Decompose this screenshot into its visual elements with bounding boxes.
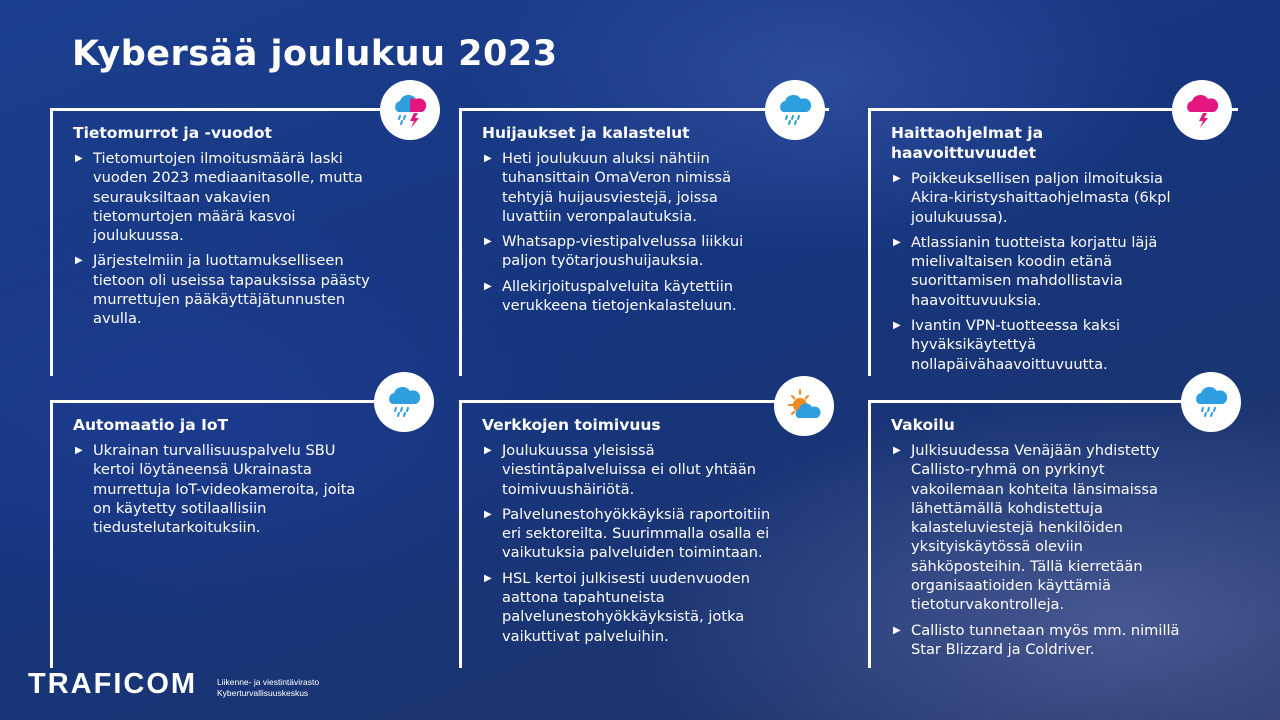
rain-icon [374, 372, 434, 432]
bullet-item: ▶ Ukrainan turvallisuuspalvelu SBU kertoi löytäneensä Ukrainasta murrettuja IoT-videokameroita, joita on käytetty sotilaallisiin tiedustelutarkoituksiin. [73, 441, 373, 537]
bullet-item: ▶ Callisto tunnetaan myös mm. nimillä Star Blizzard ja Coldriver. [891, 621, 1201, 660]
bullet-item: ▶ Heti joulukuun aluksi nähtiin tuhansittain OmaVeron nimissä tehtyjä huijausviestejä, joissa luvattiin veronpalautuksia. [482, 149, 782, 226]
card-huijaukset [459, 108, 829, 376]
rain-lightning-icon [380, 80, 440, 140]
card-tietomurrot [50, 108, 420, 376]
logo-subtitle [217, 677, 319, 699]
card-heading: Haittaohjelmat ja haavoittuvuudet [891, 124, 1044, 162]
bullet-item: ▶ Poikkeuksellisen paljon ilmoituksia Akira-kiristyshaittaohjelmasta (6kpl joulukuussa). [891, 169, 1201, 227]
rain-icon [765, 80, 825, 140]
card-automaatio [50, 400, 420, 668]
card-verkkojen-toimivuus [459, 400, 829, 668]
bullet-item: ▶ Julkisuudessa Venäjään yhdistetty Callisto-ryhmä on pyrkinyt vakoilemaan kohteita länsimaissa lähettämällä kohdistettuja kalasteluviestejä henkilöiden yksityiskäytössä oleviin sähköposteihin. Tällä kierretään organisaatioiden käyttämiä tietoturvakontrolleja. [891, 441, 1201, 615]
card-heading: Tietomurrot ja -vuodot [73, 124, 272, 142]
storm-cloud-icon [1172, 80, 1232, 140]
logo-line-2: Kyberturvallisuuskeskus [217, 688, 309, 698]
bullet-item: ▶ Joulukuussa yleisissä viestintäpalveluissa ei ollut yhtään toimivuushäiriötä. [482, 441, 782, 499]
bullet-item: ▶ Järjestelmiin ja luottamukselliseen tietoon oli useissa tapauksissa päästy murrettujen pääkäyttäjätunnusten avulla. [73, 251, 373, 328]
rain-icon [1181, 372, 1241, 432]
logo-line-1: Liikenne- ja viestintävirasto [217, 677, 320, 687]
bullet-item: ▶ Atlassianin tuotteista korjattu läjä mielivaltaisen koodin etänä suorittamisen mahdollistavia haavoittuvuuksia. [891, 233, 1201, 310]
bullet-item: ▶ Allekirjoituspalveluita käytettiin verukkeena tietojenkalasteluun. [482, 277, 782, 316]
card-haittaohjelmat [868, 108, 1238, 376]
page-title: Kybersää joulukuu 2023 [72, 34, 558, 74]
bullet-item: ▶ Ivantin VPN-tuotteessa kaksi hyväksikäytettyä nollapäivähaavoittuvuutta. [891, 316, 1201, 374]
traficom-logo: TRAFICOM [28, 668, 198, 700]
sun-cloud-icon [774, 376, 834, 436]
bullet-item: ▶ HSL kertoi julkisesti uudenvuoden aattona tapahtuneista palvelunestohyökkäyksistä, jotka vaikuttivat palveluihin. [482, 569, 782, 646]
card-heading: Automaatio ja IoT [73, 416, 229, 434]
bullet-item: ▶ Tietomurtojen ilmoitusmäärä laski vuoden 2023 mediaanitasolle, mutta seurauksiltaan vakavien tietomurtojen määrä kasvoi joulukuussa. [73, 149, 373, 245]
bullet-item: ▶ Whatsapp-viestipalvelussa liikkui paljon työtarjoushuijauksia. [482, 232, 782, 271]
bullet-item: ▶ Palvelunestohyökkäyksiä raportoitiin eri sektoreilta. Suurimmalla osalla ei vaikutuksia palveluiden toimintaan. [482, 505, 782, 563]
card-heading: Vakoilu [891, 416, 955, 434]
card-vakoilu [868, 400, 1238, 668]
card-heading: Verkkojen toimivuus [482, 416, 661, 434]
card-heading: Huijaukset ja kalastelut [482, 124, 690, 142]
